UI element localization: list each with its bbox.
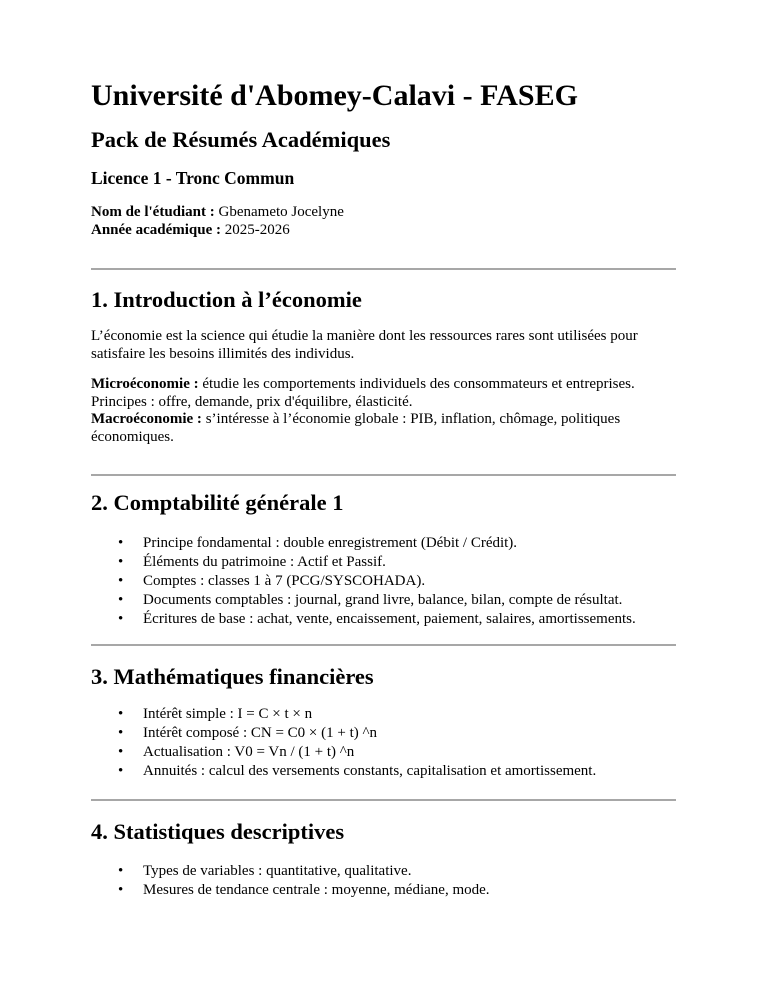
- macroeconomie-text: s’intéresse à l’économie globale : PIB, inflation, chômage, politiques économiques.: [91, 411, 621, 445]
- section-divider: [91, 474, 676, 476]
- list-item: • Documents comptables : journal, grand livre, balance, bilan, compte de résultat.: [143, 591, 728, 610]
- microeconomie-label: Microéconomie :: [91, 376, 199, 392]
- section-4-bullet-list: [91, 862, 728, 900]
- microeconomie-text: étudie les comportements individuels des consommateurs et entreprises.: [202, 376, 635, 392]
- list-item: • Écritures de base : achat, vente, encaissement, paiement, salaires, amortissements.: [143, 610, 728, 629]
- list-item: • Principe fondamental : double enregistrement (Débit / Crédit).: [143, 534, 728, 553]
- academic-year-value: 2025-2026: [224, 221, 290, 238]
- section-divider: [91, 799, 676, 801]
- section-divider: [91, 268, 676, 270]
- section-3-heading: 3. Mathématiques financières: [91, 664, 374, 689]
- list-item: • Intérêt simple : I = C × t × n: [143, 705, 728, 724]
- page-title: Université d'Abomey-Calavi - FASEG: [91, 79, 578, 112]
- list-item: • Intérêt composé : CN = C0 × (1 + t) ^n: [143, 724, 728, 743]
- document-subtitle: Pack de Résumés Académiques: [91, 127, 391, 152]
- student-info-block: [91, 204, 676, 239]
- section-1-heading: 1. Introduction à l’économie: [91, 287, 362, 312]
- section-3-bullet-list: [91, 705, 728, 781]
- list-item: • Mesures de tendance centrale : moyenne, médiane, mode.: [143, 881, 728, 900]
- macroeconomie-label: Macroéconomie :: [91, 411, 202, 427]
- student-name-label: Nom de l'étudiant :: [91, 204, 215, 220]
- section-1-intro-paragraph: L’économie est la science qui étudie la manière dont les ressources rares sont utilisées pour satisfaire les besoins illimités des individus.: [91, 328, 638, 362]
- section-1-detail-paragraph: [91, 376, 676, 446]
- list-item: • Comptes : classes 1 à 7 (PCG/SYSCOHADA).: [143, 572, 728, 591]
- list-item: • Types de variables : quantitative, qualitative.: [143, 862, 728, 881]
- list-item: • Éléments du patrimoine : Actif et Passif.: [143, 553, 728, 572]
- section-divider: [91, 644, 676, 646]
- student-name-value: Gbenameto Jocelyne: [218, 204, 344, 220]
- academic-year-label: Année académique :: [91, 221, 221, 238]
- section-2-bullet-list: [91, 534, 728, 629]
- list-item: • Actualisation : V0 = Vn / (1 + t) ^n: [143, 743, 728, 762]
- section-2-heading: 2. Comptabilité générale 1: [91, 490, 344, 515]
- section-4-heading: 4. Statistiques descriptives: [91, 819, 345, 844]
- program-title: Licence 1 - Tronc Commun: [91, 168, 295, 188]
- principes-line: Principes : offre, demande, prix d'équilibre, élasticité.: [91, 393, 413, 410]
- list-item: • Annuités : calcul des versements constants, capitalisation et amortissement.: [143, 762, 728, 781]
